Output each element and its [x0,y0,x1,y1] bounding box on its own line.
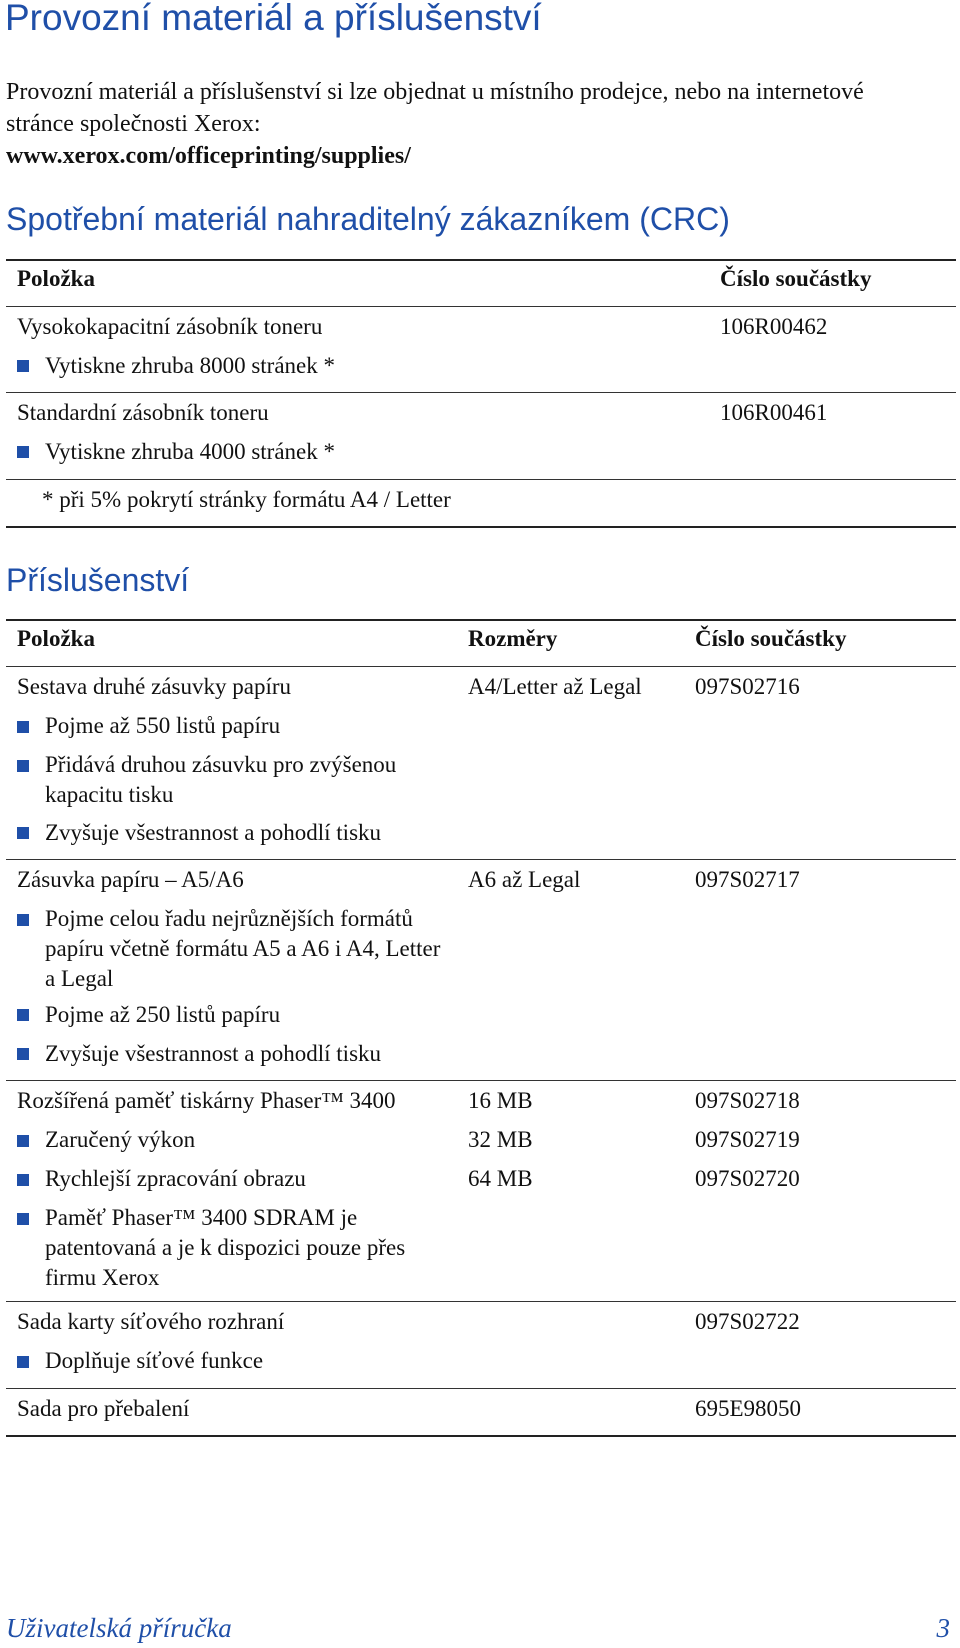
acc-row-name: Zásuvka papíru – A5/A6 [17,867,244,892]
square-bullet-icon [17,1009,29,1021]
acc-row-bullet: Zaručený výkon [45,1127,196,1152]
divider [6,259,956,261]
acc-row-bullet: Pojme až 550 listů papíru [45,713,281,738]
square-bullet-icon [17,1213,29,1225]
crc-heading: Spotřební materiál nahraditelný zákazníkem (CRC) [6,201,730,237]
acc-row-name: Rozšířená paměť tiskárny Phaser™ 3400 [17,1088,396,1113]
crc-row-bullet: Vytiskne zhruba 8000 stránek * [45,353,335,378]
divider [6,479,956,480]
divider [6,619,956,621]
acc-row-dim: A4/Letter až Legal [468,674,642,699]
square-bullet-icon [17,446,29,458]
acc-row-part: 097S02716 [695,674,800,699]
footer-title: Uživatelská příručka [6,1613,232,1643]
acc-row-bullet: Pojme celou řadu nejrůznějších formátů papíru včetně formátu A5 a A6 i A4, Letter a Legal [45,906,441,991]
acc-row-part: 097S02717 [695,867,800,892]
divider [6,392,956,393]
acc-col-part: Číslo součástky [695,626,847,651]
acc-col-dim: Rozměry [468,626,558,651]
acc-row-bullet: Pojme až 250 listů papíru [45,1002,281,1027]
divider [6,526,956,528]
intro-text: Provozní materiál a příslušenství si lze objednat u místního prodejce, nebo na internetové stránce společnosti Xerox: [6,79,864,137]
acc-row-bullet: Přidává druhou zásuvku pro zvýšenou kapacitu tisku [45,752,397,807]
square-bullet-icon [17,1174,29,1186]
crc-col-part: Číslo součástky [720,266,872,291]
acc-row-bullet: Doplňuje síťové funkce [45,1348,264,1373]
acc-row-name: Sada pro přebalení [17,1396,190,1421]
divider [6,859,956,860]
acc-row-dim: 16 MB [468,1088,533,1113]
crc-row-part: 106R00462 [720,314,828,339]
crc-footnote: * při 5% pokrytí stránky formátu A4 / Letter [42,487,451,512]
acc-row-dim: A6 až Legal [468,867,581,892]
acc-row-bullet: Zvyšuje všestrannost a pohodlí tisku [45,1041,382,1066]
accessories-heading: Příslušenství [6,562,190,598]
acc-col-item: Položka [17,626,95,651]
acc-row-dim: 32 MB [468,1127,533,1152]
divider [6,666,956,667]
square-bullet-icon [17,1048,29,1060]
square-bullet-icon [17,1356,29,1368]
acc-row-part: 695E98050 [695,1396,802,1421]
square-bullet-icon [17,914,29,926]
acc-row-bullet: Rychlejší zpracování obrazu [45,1166,306,1191]
acc-row-part: 097S02718 [695,1088,800,1113]
acc-row-dim: 64 MB [468,1166,533,1191]
crc-row-part: 106R00461 [720,400,828,425]
page-title: Provozní materiál a příslušenství [5,0,542,38]
divider [6,1080,956,1081]
acc-row-part: 097S02722 [695,1309,800,1334]
square-bullet-icon [17,1135,29,1147]
crc-row-name: Vysokokapacitní zásobník toneru [17,314,323,339]
divider [6,306,956,307]
acc-row-bullet: Zvyšuje všestrannost a pohodlí tisku [45,820,382,845]
supplies-url-link[interactable]: www.xerox.com/officeprinting/supplies/ [6,143,411,169]
square-bullet-icon [17,721,29,733]
square-bullet-icon [17,827,29,839]
divider [6,1388,956,1389]
acc-row-part: 097S02720 [695,1166,800,1191]
acc-row-name: Sestava druhé zásuvky papíru [17,674,292,699]
acc-row-bullet: Paměť Phaser™ 3400 SDRAM je patentovaná a je k dispozici pouze přes firmu Xerox [45,1205,406,1290]
page-number: 3 [936,1613,950,1643]
crc-row-name: Standardní zásobník toneru [17,400,269,425]
divider [6,1301,956,1302]
intro-paragraph [6,76,936,172]
acc-row-part: 097S02719 [695,1127,800,1152]
square-bullet-icon [17,760,29,772]
square-bullet-icon [17,360,29,372]
crc-row-bullet: Vytiskne zhruba 4000 stránek * [45,439,335,464]
divider [6,1435,956,1437]
crc-col-item: Položka [17,266,95,291]
acc-row-name: Sada karty síťového rozhraní [17,1309,285,1334]
